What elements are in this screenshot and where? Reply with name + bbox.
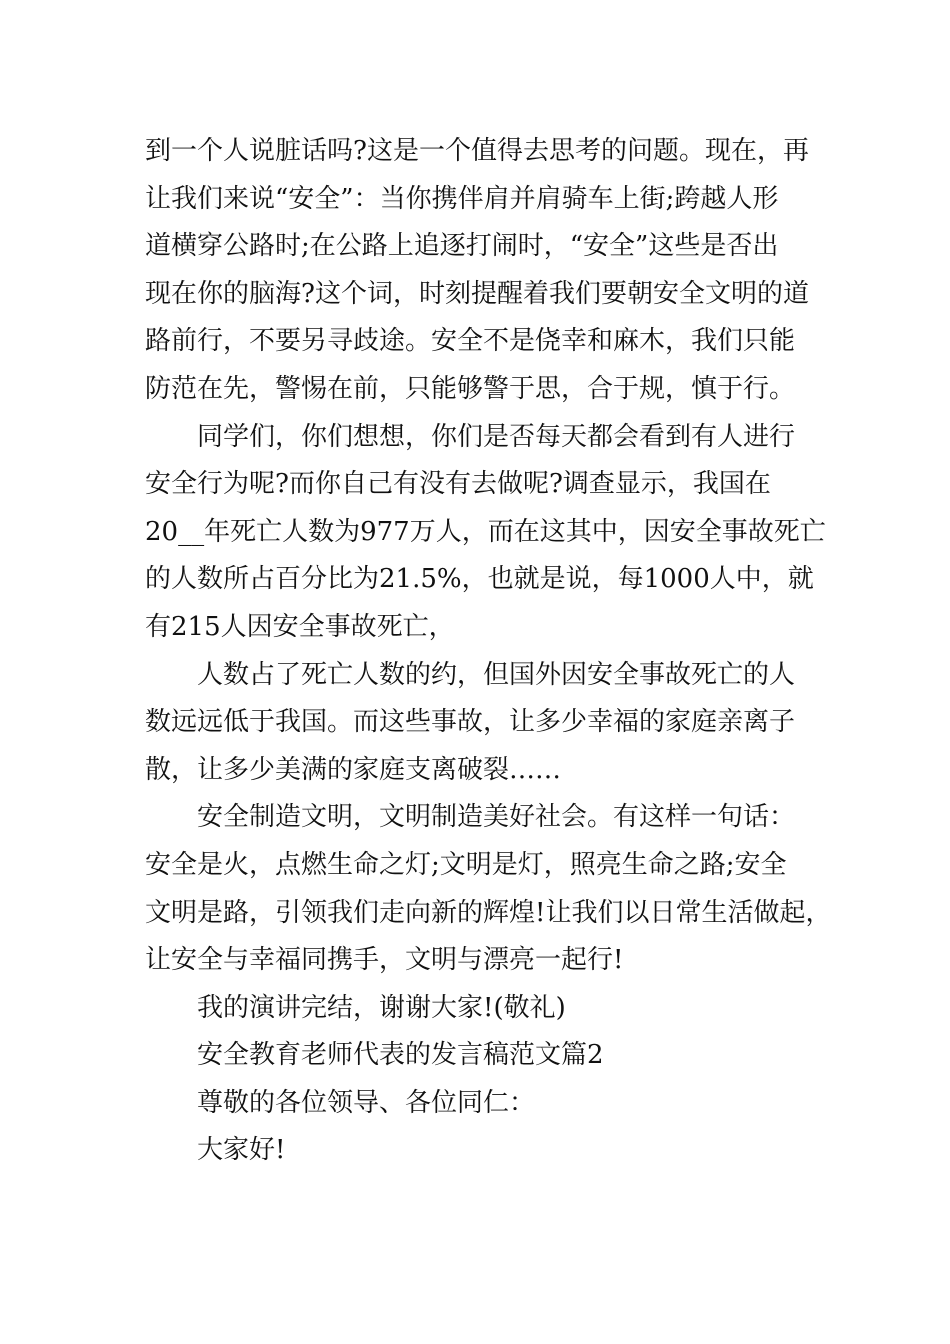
- paragraph-3: [145, 652, 845, 795]
- text-line: 安全行为呢?而你自己有没有去做呢?调查显示，我国在: [145, 469, 771, 500]
- text-line: 文明是路，引领我们走向新的辉煌!让我们以日常生活做起，: [145, 897, 832, 928]
- text-line: 路前行，不要另寻歧途。安全不是侥幸和麻木，我们只能: [145, 326, 796, 357]
- text-line: 人数占了死亡人数的约，但国外因安全事故死亡的人: [197, 659, 796, 690]
- text-line: 数远远低于我国。而这些事故，让多少幸福的家庭亲离子: [145, 707, 796, 738]
- text-line: 尊敬的各位领导、各位同仁：: [197, 1087, 536, 1118]
- text-line: 让安全与幸福同携手，文明与漂亮一起行!: [145, 945, 624, 976]
- section-heading: [145, 1032, 845, 1080]
- text-line: 道横穿公路时;在公路上追逐打闹时，“安全”这些是否出: [145, 231, 779, 262]
- text-line: 大家好!: [197, 1135, 286, 1166]
- text-line: 的人数所占百分比为21.5%，也就是说，每1000人中，就: [145, 564, 814, 595]
- text-line: 同学们，你们想想，你们是否每天都会看到有人进行: [197, 421, 796, 452]
- text-line: 20__年死亡人数为977万人，而在这其中，因安全事故死亡: [145, 516, 826, 547]
- text-line: 我的演讲完结，谢谢大家!(敬礼): [197, 992, 566, 1023]
- salutation: [145, 1080, 845, 1128]
- text-line: 现在你的脑海?这个词，时刻提醒着我们要朝安全文明的道: [145, 278, 809, 309]
- paragraph-closing: [145, 985, 845, 1033]
- text-line: 防范在先，警惕在前，只能够警于思，合于规，慎于行。: [145, 373, 796, 404]
- text-line: 散，让多少美满的家庭支离破裂……: [145, 754, 562, 785]
- paragraph-1: [145, 128, 845, 414]
- document-body: [145, 128, 845, 1175]
- text-line: 有215人因安全事故死亡，: [145, 611, 455, 642]
- text-line: 让我们来说“安全”：当你携伴肩并肩骑车上街;跨越人形: [145, 183, 779, 214]
- paragraph-4: [145, 794, 845, 984]
- paragraph-2: [145, 414, 845, 652]
- text-line: 安全制造文明，文明制造美好社会。有这样一句话：: [197, 802, 796, 833]
- text-line: 到一个人说脏话吗?这是一个值得去思考的问题。现在，再: [145, 136, 809, 166]
- text-line: 安全是火，点燃生命之灯;文明是灯，照亮生命之路;安全: [145, 849, 787, 880]
- text-line: 安全教育老师代表的发言稿范文篇2: [197, 1040, 604, 1071]
- greeting: [145, 1127, 845, 1175]
